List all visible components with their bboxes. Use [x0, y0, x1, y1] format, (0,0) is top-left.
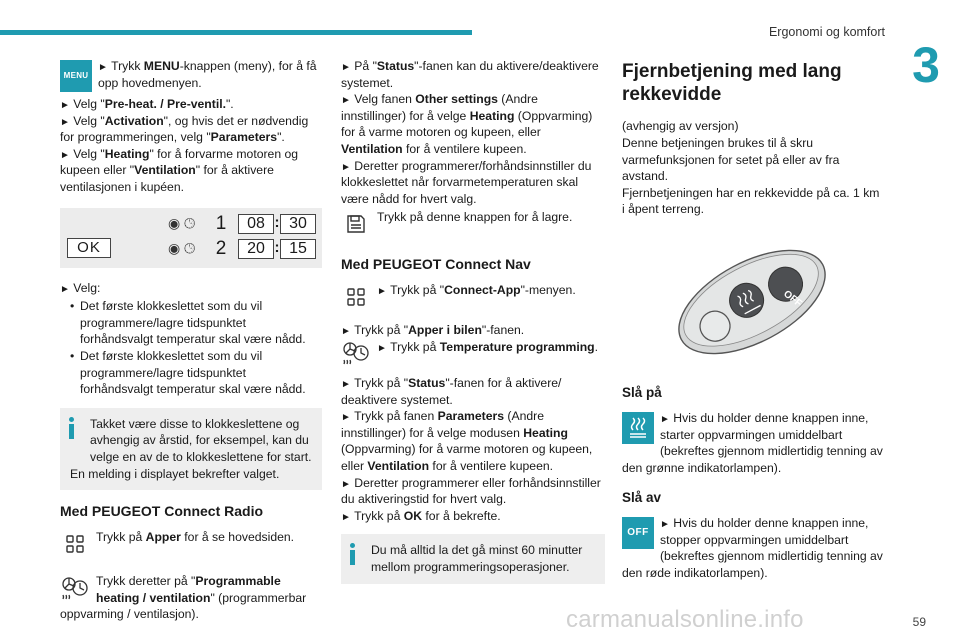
radio-step-apps: Trykk på Apper for å se hovedsiden.	[60, 529, 322, 559]
step-select-activation: ► Velg "Activation", og hvis det er nødvendig for programmeringen, velg "Parameters".	[60, 113, 309, 145]
nav-step-apps-tab: ► Trykk på "Apper i bilen"-fanen.	[341, 323, 525, 338]
info-box: Takket være disse to klokkeslettene og avhengig av årstid, for eksempel, kan du velge en av de to klokkeslettene for start. En melding i displayet bekrefter valget.	[60, 408, 322, 490]
on-heading: Slå på	[622, 384, 662, 400]
hour-field-1: 08	[238, 214, 274, 234]
apps-grid-icon	[60, 529, 90, 559]
radio-step-programmable: Trykk deretter på "Programmable heating / ventilation" (programmerbar oppvarming / ventilasjon).	[60, 574, 307, 622]
column-1	[60, 58, 322, 623]
save-step: Trykk på denne knappen for å lagre.	[341, 209, 605, 239]
column-3	[622, 58, 884, 581]
step-press-menu: ► Trykk MENU-knappen (meny), for å få opp hovedmenyen.	[98, 59, 317, 90]
remote-heading: Fjernbetjening med lang rekkevidde	[622, 61, 842, 106]
radio-clock-icon: ◉ 🕒︎	[168, 240, 196, 257]
step-select-preheat: ► Velg "Pre-heat. / Pre-ventil.".	[60, 97, 234, 111]
remote-description: Denne betjeningen brukes til å skru varmefunksjonen for setet på eller av fra avstand.	[622, 135, 840, 184]
nav-step-connect-app: ► Trykk på "Connect-App"-menyen.	[341, 282, 605, 312]
radio-clock-icon: ◉ 🕒︎	[168, 215, 196, 232]
off-heading: Slå av	[622, 489, 662, 505]
step-velg: ► Velg:	[60, 280, 101, 295]
nav-heading: Med PEUGEOT Connect Nav	[341, 256, 531, 273]
menu-button-icon: MENU	[60, 60, 92, 92]
version-note: (avhengig av versjon)	[622, 119, 739, 134]
time-bullets	[70, 298, 322, 398]
remote-range: Fjernbetjeningen har en rekkevidde på ca. 1 km i åpent terreng.	[622, 185, 880, 217]
step-status-tab: ► På "Status"-fanen kan du aktivere/deaktivere systemet.	[341, 59, 599, 90]
section-title: Ergonomi og komfort	[768, 25, 885, 39]
header-accent-bar	[0, 30, 472, 35]
page-number: 59	[912, 615, 926, 629]
hour-field-2: 20	[238, 239, 274, 259]
step-select-heating: ► Velg "Heating" for å forvarme motoren og kupeen eller "Ventilation" for å aktivere ventilasjonen i kupéen.	[60, 146, 299, 194]
heat-on-icon	[622, 412, 654, 444]
list-item: • Det første klokkeslettet som du vil programmere/lagre tidspunktet forhåndsvalgt temperatur skal være nådd.	[70, 348, 322, 398]
nav-step-program: ► Deretter programmerer eller forhåndsinnstiller du aktiveringstid for hvert valg.	[341, 475, 601, 507]
on-text: ► Hvis du holder denne knappen inne, starter oppvarmingen umiddelbart (bekreftes gjennom midlertidig tenning av den grønne indikatorlampen).	[622, 411, 883, 476]
nav-step-parameters: ► Trykk på fanen Parameters (Andre innstillinger) for å velge modusen Heating (Oppvarming) for å varme motoren og kupeen, eller Ventilation for å ventilere kupeen.	[341, 409, 593, 473]
nav-step-ok: ► Trykk på OK for å bekrefte.	[341, 508, 501, 523]
column-2	[341, 58, 605, 594]
remote-control-illustration	[622, 224, 884, 374]
fan-clock-icon	[341, 339, 371, 369]
nav-step-status: ► Trykk på "Status"-fanen for å aktivere/ deaktivere systemet.	[341, 375, 562, 407]
info-icon	[68, 417, 76, 439]
display-screen-illustration	[60, 208, 322, 268]
off-text: ► Hvis du holder denne knappen inne, stopper oppvarmingen umiddelbart (bekreftes gjennom midlertidig tenning av den røde indikatorlampen).	[622, 516, 883, 580]
timer-row-1: ◉ 🕒︎ 1 08 : 30	[168, 214, 316, 234]
remote-off-label: OFF	[781, 288, 804, 310]
radio-heading: Med PEUGEOT Connect Radio	[60, 503, 264, 520]
step-other-settings: ► Velg fanen Other settings (Andre innstillinger) for å velge Heating (Oppvarming) for å varme motoren og kupeen, eller Ventilation for å ventilere kupeen.	[341, 92, 593, 156]
nav-step-temp-programming: ► Trykk på Temperature programming.	[341, 339, 605, 369]
watermark: carmanualsonline.info	[566, 606, 804, 633]
list-item: • Det første klokkeslettet som du vil programmere/lagre tidspunktet forhåndsvalgt temperatur skal være nådd.	[70, 298, 322, 348]
chapter-number: 3	[912, 37, 940, 93]
heat-off-icon: OFF	[622, 517, 654, 549]
ok-button-illustration: OK	[67, 238, 111, 258]
step-program-time: ► Deretter programmerer/forhåndsinnstiller du klokkeslettet når forvarmetemperaturen skal være nådd for hvert valg.	[341, 158, 592, 206]
timer-row-2: ◉ 🕒︎ 2 20 : 15	[168, 239, 316, 259]
info-icon	[349, 543, 357, 565]
minute-field-1: 30	[280, 214, 316, 234]
minute-field-2: 15	[280, 239, 316, 259]
save-icon	[341, 209, 371, 239]
apps-grid-icon	[341, 282, 371, 312]
info-box: Du må alltid la det gå minst 60 minutter mellom programmeringsoperasjoner.	[341, 534, 605, 583]
remote-control-icon	[622, 224, 884, 374]
fan-clock-icon	[60, 575, 90, 605]
